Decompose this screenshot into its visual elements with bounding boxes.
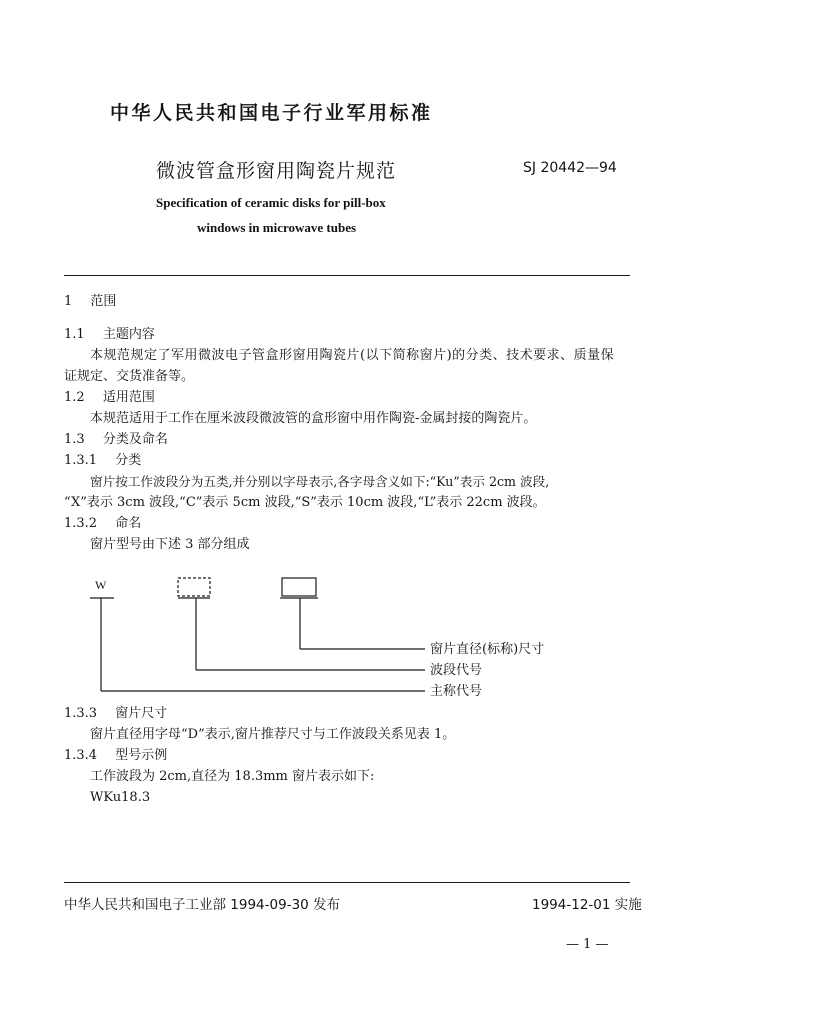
section-number: 1.3.3 [64, 706, 98, 721]
paragraph: 窗片按工作波段分为五类,并分别以字母表示,各字母含义如下:“Ku”表示 2cm 波段, [90, 474, 550, 489]
section-title: 范围 [90, 294, 117, 309]
section-1-3-3-heading [64, 704, 167, 724]
page-number: — 1 — [566, 937, 609, 952]
standard-org-heading: 中华人民共和国电子行业军用标准 [110, 102, 433, 124]
section-title: 主题内容 [102, 327, 155, 342]
diameter-label: 窗片直径(标称)尺寸 [430, 642, 545, 657]
document-title-en-line2: windows in microwave tubes [197, 220, 357, 235]
paragraph: 本规范规定了军用微波电子管盒形窗用陶瓷片(以下简称窗片)的分类、技术要求、质量保 [90, 348, 615, 363]
standard-code: SJ 20442—94 [523, 160, 617, 176]
main-code-letter: W [95, 578, 107, 592]
section-number: 1 [64, 294, 73, 309]
section-title: 适用范围 [102, 390, 155, 405]
section-title: 型号示例 [115, 748, 168, 763]
section-title: 分类及命名 [102, 432, 168, 447]
section-title: 分类 [115, 453, 142, 468]
section-title: 窗片尺寸 [115, 706, 168, 721]
main-code-label: 主称代号 [430, 684, 483, 699]
paragraph: 证规定、交货准备等。 [64, 369, 195, 384]
section-number: 1.3.2 [64, 516, 98, 531]
paragraph: 窗片直径用字母“D”表示,窗片推荐尺寸与工作波段关系见表 1。 [90, 727, 456, 742]
diameter-box [282, 578, 316, 596]
band-code-box [178, 578, 210, 596]
section-number: 1.3.1 [64, 453, 98, 468]
model-example: WKu18.3 [90, 790, 151, 805]
section-number: 1.2 [64, 390, 85, 405]
paragraph: 本规范适用于工作在厘米波段微波管的盒形窗中用作陶瓷-金属封接的陶瓷片。 [90, 411, 537, 426]
paragraph: 工作波段为 2cm,直径为 18.3mm 窗片表示如下: [90, 769, 375, 784]
section-title: 命名 [115, 516, 142, 531]
footer-rule [64, 882, 630, 883]
effective-date: 1994-12-01 实施 [532, 897, 642, 913]
paragraph: 窗片型号由下述 3 部分组成 [90, 537, 250, 552]
document-title-cn: 微波管盒形窗用陶瓷片规范 [156, 160, 397, 182]
band-code-label: 波段代号 [430, 663, 483, 678]
paragraph: “X”表示 3cm 波段,“C”表示 5cm 波段,“S”表示 10cm 波段,“L”表示 22cm 波段。 [64, 495, 546, 510]
document-title-en-line1: Specification of ceramic disks for pill-box [156, 195, 386, 210]
section-number: 1.3 [64, 432, 85, 447]
section-number: 1.3.4 [64, 748, 98, 763]
section-1-3-4-heading [64, 746, 167, 766]
publisher-line: 中华人民共和国电子工业部 1994-09-30 发布 [64, 897, 341, 913]
section-number: 1.1 [64, 327, 85, 342]
